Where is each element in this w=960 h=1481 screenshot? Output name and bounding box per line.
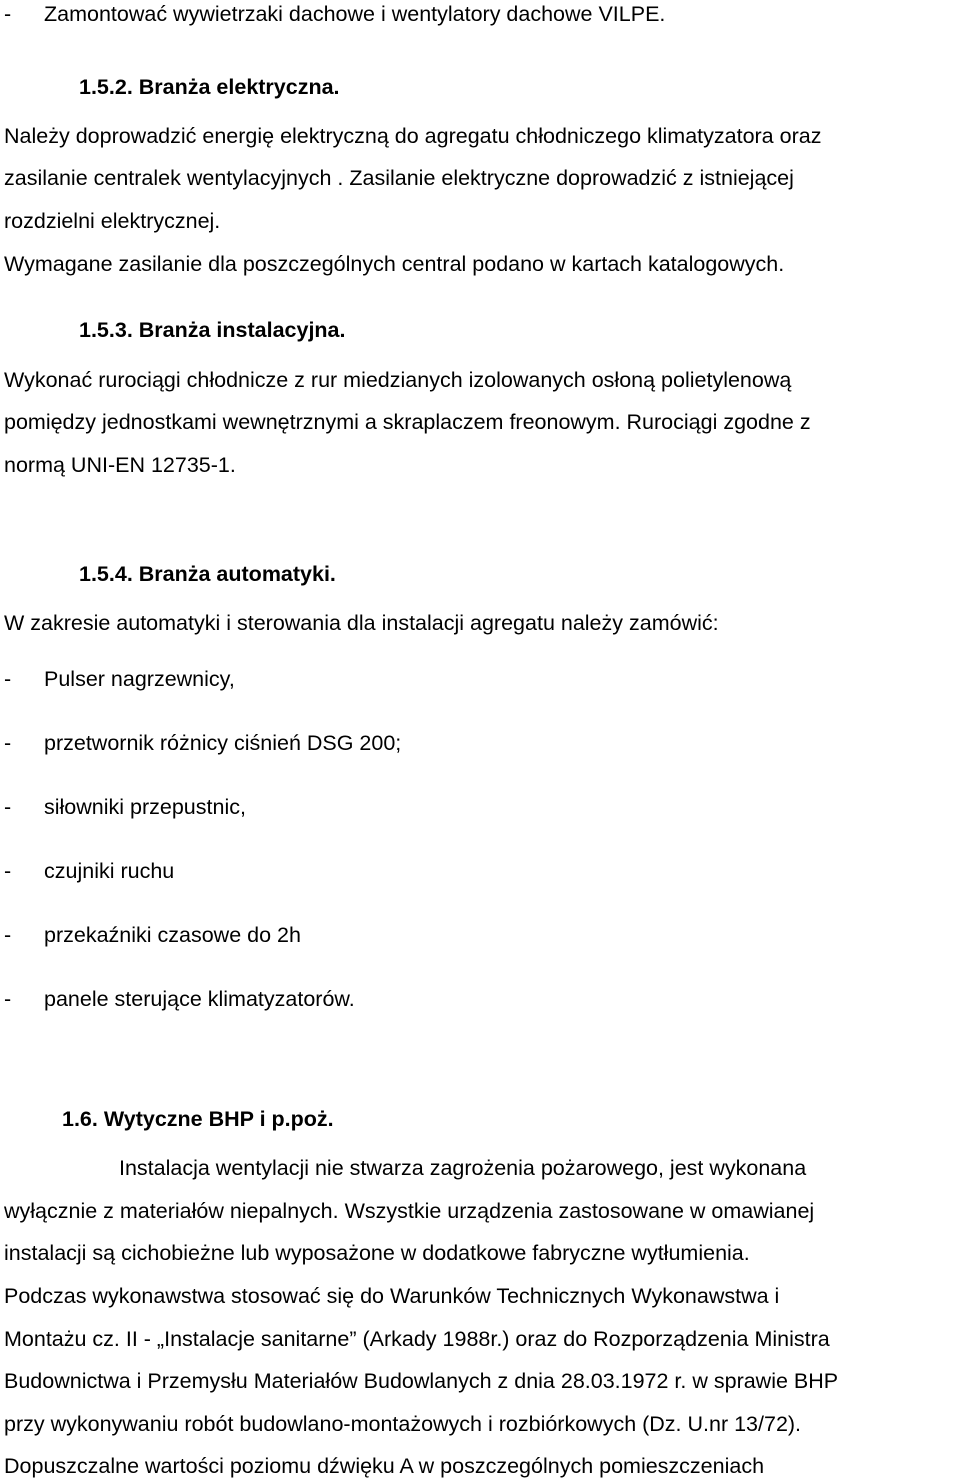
list-dash: -	[4, 795, 12, 819]
paragraph-line: zasilanie centralek wentylacyjnych . Zasilanie elektryczne doprowadzić z istniejącej	[4, 166, 794, 190]
paragraph-line: W zakresie automatyki i sterowania dla instalacji agregatu należy zamówić:	[4, 611, 719, 635]
list-item	[0, 665, 700, 693]
paragraph-line: pomiędzy jednostkami wewnętrznymi a skraplaczem freonowym. Rurociągi zgodne z	[4, 410, 811, 434]
section-heading-1-5-4: 1.5.4. Branża automatyki.	[79, 562, 336, 586]
list-item	[0, 793, 700, 821]
list-dash: -	[4, 987, 12, 1011]
list-item	[0, 921, 700, 949]
paragraph-line: Wymagane zasilanie dla poszczególnych central podano w kartach katalogowych.	[4, 252, 785, 276]
paragraph-line: normą UNI-EN 12735-1.	[4, 453, 236, 477]
list-item-text: Pulser nagrzewnicy,	[44, 667, 235, 691]
list-dash: -	[4, 731, 12, 755]
list-item-text: Zamontować wywietrzaki dachowe i wentylatory dachowe VILPE.	[44, 2, 666, 26]
paragraph-line: Wykonać rurociągi chłodnicze z rur miedzianych izolowanych osłoną polietylenową	[4, 368, 792, 392]
list-item-text: przetwornik różnicy ciśnień DSG 200;	[44, 731, 402, 755]
paragraph-line: Montażu cz. II - „Instalacje sanitarne” (Arkady 1988r.) oraz do Rozporządzenia Ministra	[4, 1327, 830, 1351]
list-item	[0, 985, 700, 1013]
list-dash: -	[4, 2, 12, 26]
list-item	[0, 729, 700, 757]
list-dash: -	[4, 667, 12, 691]
paragraph-line: wyłącznie z materiałów niepalnych. Wszystkie urządzenia zastosowane w omawianej	[4, 1199, 815, 1223]
list-item-text: przekaźniki czasowe do 2h	[44, 923, 301, 947]
section-heading-1-5-3: 1.5.3. Branża instalacyjna.	[79, 318, 346, 342]
paragraph-line: Podczas wykonawstwa stosować się do Warunków Technicznych Wykonawstwa i	[4, 1284, 780, 1308]
list-item	[0, 857, 700, 885]
list-item-text: panele sterujące klimatyzatorów.	[44, 987, 355, 1011]
list-item	[0, 0, 900, 28]
paragraph-line: przy wykonywaniu robót budowlano-montażowych i rozbiórkowych (Dz. U.nr 13/72).	[4, 1412, 802, 1436]
paragraph-line: Instalacja wentylacji nie stwarza zagrożenia pożarowego, jest wykonana	[119, 1156, 807, 1180]
paragraph-line: Dopuszczalne wartości poziomu dźwięku A w poszczególnych pomieszczeniach	[4, 1454, 765, 1478]
list-item-text: czujniki ruchu	[44, 859, 175, 883]
list-dash: -	[4, 859, 12, 883]
paragraph-line: Należy doprowadzić energię elektryczną do agregatu chłodniczego klimatyzatora oraz	[4, 124, 822, 148]
paragraph-line: Budownictwa i Przemysłu Materiałów Budowlanych z dnia 28.03.1972 r. w sprawie BHP	[4, 1369, 839, 1393]
list-item-text: siłowniki przepustnic,	[44, 795, 246, 819]
list-dash: -	[4, 923, 12, 947]
paragraph-line: rozdzielni elektrycznej.	[4, 209, 221, 233]
section-heading-1-6: 1.6. Wytyczne BHP i p.poż.	[62, 1107, 334, 1131]
paragraph-line: instalacji są cichobieżne lub wyposażone w dodatkowe fabryczne wytłumienia.	[4, 1241, 750, 1265]
section-heading-1-5-2: 1.5.2. Branża elektryczna.	[79, 75, 340, 99]
